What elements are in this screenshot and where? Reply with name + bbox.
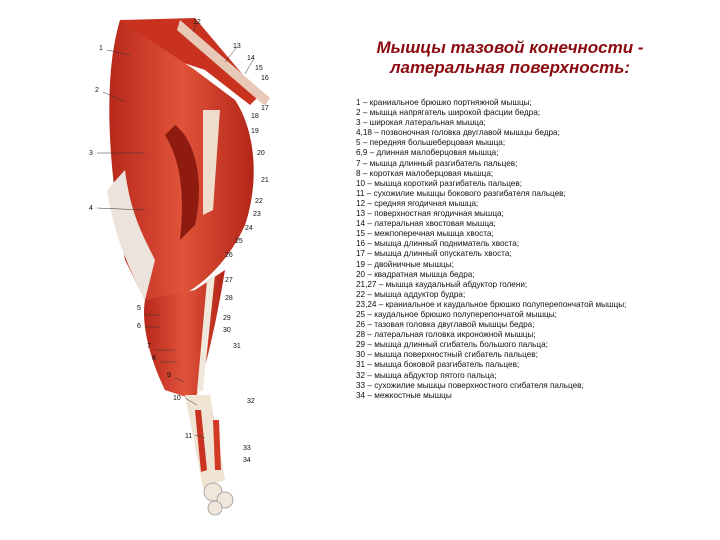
figure-label: 25 bbox=[235, 238, 243, 245]
legend-item: 5 – передняя большеберцовая мышца; bbox=[356, 138, 506, 148]
page-title-line: латеральная поверхность: bbox=[389, 58, 630, 77]
legend-item: 23,24 – краниальное и каудальное брюшко полуперепончатой мышцы; bbox=[356, 299, 627, 309]
figure-label: 6 bbox=[137, 323, 141, 330]
figure-label: 28 bbox=[225, 295, 233, 302]
page-title bbox=[340, 38, 680, 78]
figure-label: 10 bbox=[173, 395, 181, 402]
muscle-legend-list bbox=[356, 98, 706, 401]
figure-label: 20 bbox=[257, 150, 265, 157]
legend-item: 33 – сухожилие мышцы поверхностного сгибателя пальцев; bbox=[356, 380, 584, 390]
figure-label: 22 bbox=[255, 198, 263, 205]
legend-item: 11 – сухожилие мышцы бокового разгибателя пальцев; bbox=[356, 188, 566, 198]
legend-item: 4,18 – позвоночная головка двуглавой мышцы бедра; bbox=[356, 128, 560, 138]
figure-label: 16 bbox=[261, 75, 269, 82]
figure-label: 21 bbox=[261, 177, 269, 184]
legend-item: 10 – мышца короткий разгибатель пальцев; bbox=[356, 178, 522, 188]
figure-label: 1 bbox=[99, 45, 103, 52]
figure-label: 33 bbox=[243, 445, 251, 452]
page-title-line: Мышцы тазовой конечности - bbox=[376, 38, 644, 57]
figure-label: 34 bbox=[243, 457, 251, 464]
legend-item: 16 – мышца длинный подниматель хвоста; bbox=[356, 239, 520, 249]
figure-label: 14 bbox=[247, 55, 255, 62]
figure-label: 2 bbox=[95, 87, 99, 94]
hindlimb-muscle-illustration bbox=[85, 10, 275, 525]
legend-item: 26 – тазовая головка двуглавой мышцы бедра; bbox=[356, 320, 535, 330]
legend-item: 34 – межкостные мышцы bbox=[356, 390, 452, 400]
figure-label: 3 bbox=[89, 150, 93, 157]
legend-item: 30 – мышца поверхностный сгибатель пальцев; bbox=[356, 350, 538, 360]
legend-item: 15 – межпоперечная мышца хвоста; bbox=[356, 229, 494, 239]
legend-item: 6,9 – длинная малоберцовая мышца; bbox=[356, 148, 499, 158]
figure-label: 9 bbox=[167, 372, 171, 379]
figure-label: 15 bbox=[255, 65, 263, 72]
legend-item: 12 – средняя ягодичная мышца; bbox=[356, 198, 479, 208]
digital-pad bbox=[208, 501, 222, 515]
figure-label: 27 bbox=[225, 277, 233, 284]
figure-label: 17 bbox=[261, 105, 269, 112]
legend-item: 19 – двойничные мышцы; bbox=[356, 259, 454, 269]
legend-item: 17 – мышца длинный опускатель хвоста; bbox=[356, 249, 512, 259]
legend-item: 21,27 – мышца каудальный абдуктор голени; bbox=[356, 279, 528, 289]
legend-item: 2 – мышца напрягатель широкой фасции бедра; bbox=[356, 108, 541, 118]
legend-item: 14 – латеральная хвостовая мышца; bbox=[356, 219, 496, 229]
legend-item: 28 – латеральная головка икроножной мышцы; bbox=[356, 330, 536, 340]
figure-label: 7 bbox=[147, 343, 151, 350]
figure-label: 4 bbox=[89, 205, 93, 212]
figure-label: 31 bbox=[233, 343, 241, 350]
legend-item: 8 – короткая малоберцовая мышца; bbox=[356, 168, 494, 178]
figure-label: 23 bbox=[253, 211, 261, 218]
figure-label: 11 bbox=[185, 433, 193, 440]
figure-label: 5 bbox=[137, 305, 141, 312]
legend-item: 1 – краниальное брюшко портняжной мышцы; bbox=[356, 98, 532, 107]
figure-label: 32 bbox=[247, 398, 255, 405]
legend-item: 3 – широкая латеральная мышца; bbox=[356, 118, 486, 128]
figure-label: 24 bbox=[245, 225, 253, 232]
figure-label: 30 bbox=[223, 327, 231, 334]
figure-label: 29 bbox=[223, 315, 231, 322]
legend-item: 20 – квадратная мышца бедра; bbox=[356, 269, 475, 279]
figure-label: 18 bbox=[251, 113, 259, 120]
figure-label: 26 bbox=[225, 252, 233, 259]
legend-item: 13 – поверхностная ягодичная мышца; bbox=[356, 209, 504, 219]
figure-label: 13 bbox=[233, 43, 241, 50]
legend-item: 25 – каудальное брюшко полуперепончатой мышцы; bbox=[356, 309, 557, 319]
figure-label: 19 bbox=[251, 128, 259, 135]
figure-label: 8 bbox=[152, 355, 156, 362]
legend-item: 7 – мышца длинный разгибатель пальцев; bbox=[356, 158, 518, 168]
legend-item: 31 – мышца боковой разгибатель пальцев; bbox=[356, 360, 520, 370]
legend-item: 22 – мышца аддуктор будра; bbox=[356, 289, 466, 299]
figure-label: 12 bbox=[193, 19, 201, 26]
legend-item: 29 – мышца длинный сгибатель большого пальца; bbox=[356, 340, 548, 350]
legend-item: 32 – мышца абдуктор пятого пальца; bbox=[356, 370, 497, 380]
